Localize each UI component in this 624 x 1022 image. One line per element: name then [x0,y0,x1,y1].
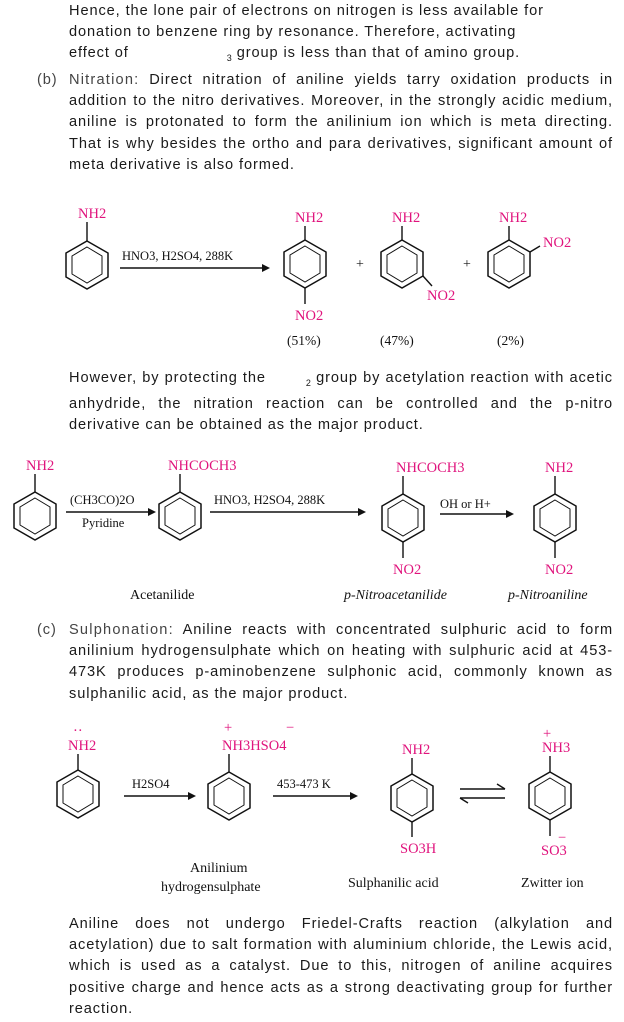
ortho-nh2: NH2 [499,210,528,226]
meta-nh2: NH2 [392,210,421,226]
zwitter-plus-charge: + [543,726,552,742]
friedel-crafts-text: Aniline does not undergo Friedel-Crafts reaction (alkylation and acetylation) due to salt formation with aluminium chloride, the Lewis acid, which is used as a catalyst. Due to this, nitrogen of aniline acquires positive charge and hence acts as a strong deactivating group for further reaction. [69,916,613,1017]
protection-subscript: 2 [305,378,311,388]
zwitter-minus-charge: − [558,830,567,846]
sulphuric-acid-reagent: H2SO4 [132,777,170,791]
plus-sign-2: + [463,257,471,272]
para-nh2: NH2 [295,210,324,226]
salt-plus-charge: + [224,720,233,736]
intro-line-1: Hence, the lone pair of electrons on nitrogen is less available for [69,3,544,19]
nitration-reagent: HNO3, H2SO4, 288K [122,249,234,263]
lone-pair-dots: ·· [73,723,83,739]
ortho-no2: NO2 [543,235,572,251]
plus-sign-1: + [356,257,364,272]
zwitter-nh3: NH3 [542,740,571,756]
nitroacetanilide-no2: NO2 [393,562,422,578]
sulphonation-tag: (c) [37,622,57,638]
acetylation-reagent: (CH3CO)2O [70,493,135,507]
protection-text-start: However, by protecting the [69,370,266,386]
p-nitroaniline-label: p-Nitroaniline [508,588,588,603]
meta-no2: NO2 [427,288,456,304]
intro-line-3-start: effect of [69,45,129,62]
meta-yield: (47%) [380,333,414,348]
intro-paragraph [69,1,613,70]
equilibrium-arrows [460,784,505,803]
nitration-tag: (b) [37,72,58,88]
protection-paragraph [69,368,613,437]
intro-line-3-end: group is less than that of amino group. [236,45,521,62]
aniline-structure-3 [57,723,99,818]
sulphanilic-so3h: SO3H [400,841,437,857]
protection-text-end: group by acetylation reaction with acetic anhydride, the nitration reaction can be controlled and the p-nitro derivative can be obtained as the major product. [69,370,613,434]
hydrolysis-reagent: OH or H+ [440,497,491,511]
nitration-heading: Nitration: [69,72,140,88]
zwitter-ion-label: Zwitter ion [521,876,584,891]
aniline-structure-2 [14,458,56,540]
p-nitroacetanilide-structure [343,460,464,603]
sulphonation-paragraph [37,620,614,705]
temperature-reagent: 453-473 K [277,777,331,791]
para-yield: (51%) [287,333,321,348]
m-nitroaniline-product [380,210,455,348]
sulphonation-text: Aniline reacts with concentrated sulphuric acid to form anilinium hydrogensulphate which on heating with sulphuric acid at 453-473K produces p-aminobenzene sulphonic acid, commonly known as sulphanilic acid, as the major product. [69,622,614,702]
aniline-nh2-3: NH2 [68,738,97,754]
anilinium-salt-structure [161,720,294,895]
intro-line-2: donation to benzene ring by resonance. Therefore, activating [69,24,517,41]
p-nitroaniline-no2: NO2 [545,562,574,578]
zwitter-so3: SO3 [541,843,567,859]
sulphanilic-acid-structure [348,742,439,891]
aniline-nh2: NH2 [78,206,107,222]
p-nitroacetanilide-label: p-Nitroacetanilide [344,588,447,603]
acetanilide-structure [130,458,236,603]
aniline-nh2-2: NH2 [26,458,55,474]
sulphanilic-nh2: NH2 [402,742,431,758]
p-nitroaniline-product [284,210,326,348]
anilinium-label: Anilinium [190,861,248,876]
nitration-reagent-2: HNO3, H2SO4, 288K [214,493,326,507]
aniline-structure [66,206,108,289]
hydrogensulphate-label: hydrogensulphate [161,880,261,895]
nitration-scheme [0,200,624,350]
p-nitroaniline-structure [507,460,588,603]
sulphonation-scheme [0,718,624,898]
acetylation-scheme [0,448,624,608]
p-nitroaniline-nh2: NH2 [545,460,574,476]
acetanilide-nhcoch3: NHCOCH3 [168,458,237,474]
nitration-paragraph [37,70,613,176]
salt-minus-charge: − [286,720,295,736]
pyridine-label: Pyridine [82,516,125,530]
zwitter-ion-structure [521,726,584,891]
acetanilide-label: Acetanilide [130,588,195,603]
missing-group-subscript: 3 [226,53,232,64]
anilinium-nh3hso4: NH3HSO4 [222,738,287,754]
nitration-text: Direct nitration of aniline yields tarry oxidation products in addition to the nitro derivatives. Moreover, in the strongly acidic medium, aniline is protonated to form the anilinium ion which is meta directing. That is why besides the ortho and para derivatives, significant amount of meta derivative is also formed. [69,72,613,173]
o-nitroaniline-product [488,210,571,348]
friedel-crafts-paragraph [69,914,613,1020]
nitroacetanilide-nhcoch3: NHCOCH3 [396,460,465,476]
para-no2: NO2 [295,308,324,324]
sulphanilic-acid-label: Sulphanilic acid [348,876,439,891]
sulphonation-heading: Sulphonation: [69,622,174,638]
ortho-yield: (2%) [497,333,524,348]
intro-line-3 [69,43,613,69]
